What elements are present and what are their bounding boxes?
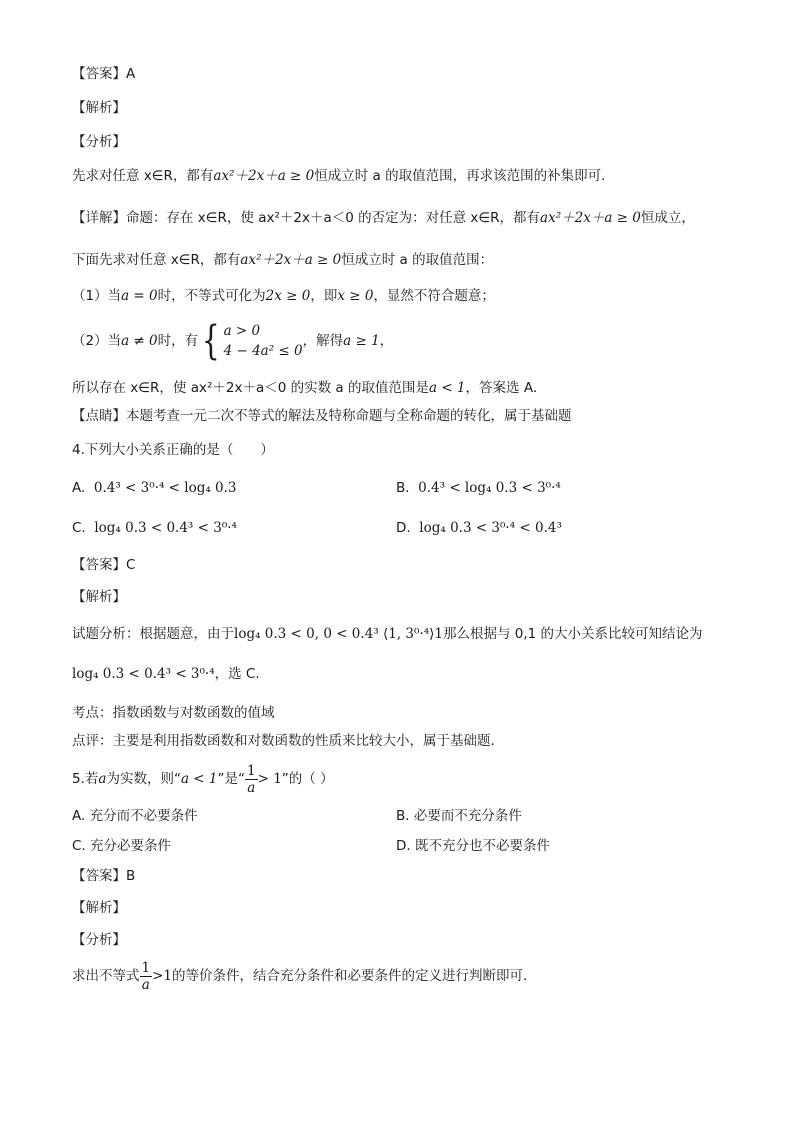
q4-option-a <box>72 478 237 498</box>
math: a < 1 <box>180 771 218 787</box>
math: ax²＋2x＋a ≥ 0 <box>213 168 315 184</box>
text: ，解得 <box>302 333 344 349</box>
math: > 1 <box>257 771 282 787</box>
q3-xiangjie <box>72 208 695 228</box>
answer-value: A <box>126 66 136 82</box>
text: 命题：存在 x∈R，使 ax²＋2x＋a＜0 的否定为：对任意 x∈R，都有 <box>126 210 541 226</box>
q5-answer-line <box>72 866 135 886</box>
text: ”的（ ） <box>281 771 334 787</box>
option-math: log₄ 0.3 < 0.4³ < 3⁰·⁴ <box>94 520 237 536</box>
q5-fenxi-tag: 【分析】 <box>72 932 126 948</box>
q3-fenxi-text <box>72 166 615 186</box>
text: 5.若 <box>72 771 99 787</box>
q5-stem <box>72 760 334 798</box>
fraction <box>140 960 153 993</box>
q3-conclusion <box>72 378 547 398</box>
q4-shiti-line2 <box>72 664 260 684</box>
q4-dianping: 点评：主要是利用指数函数和对数函数的性质来比较大小，属于基础题． <box>72 733 504 749</box>
math: a <box>98 771 107 787</box>
numerator: 1 <box>141 959 151 976</box>
xiangjie-tag: 【详解】 <box>72 210 126 226</box>
option-math: 0.4³ < log₄ 0.3 < 3⁰·⁴ <box>418 480 561 496</box>
text: ，答案选 A． <box>465 380 547 396</box>
math: a ≠ 0 <box>121 333 158 349</box>
q4-option-b <box>396 478 561 498</box>
q3-answer-line <box>72 64 135 84</box>
math: x ≥ 0 <box>337 288 374 304</box>
system-row: a > 0 <box>223 323 261 339</box>
math: ax²＋2x＋a ≥ 0 <box>240 252 342 268</box>
answer-tag: 【答案】 <box>72 557 126 573</box>
text: ”是“ <box>217 771 245 787</box>
denominator: a <box>247 779 256 796</box>
text: 本题考查一元二次不等式的解法及特称命题与全称命题的转化，属于基础题 <box>126 408 572 424</box>
text: 时，不等式可化为 <box>157 288 266 304</box>
option-label: C. <box>72 520 86 536</box>
equation-system <box>224 321 303 361</box>
text: 所以存在 x∈R，使 ax²＋2x＋a＜0 的实数 a 的取值范围是 <box>72 380 429 396</box>
q4-option-d <box>396 518 562 538</box>
q5-option-b: B. 必要而不充分条件 <box>396 808 522 824</box>
math: a < 1 <box>428 380 466 396</box>
q3-analysis-tag: 【解析】 <box>72 100 126 116</box>
math: >1 <box>152 968 172 984</box>
answer-value: C <box>126 557 136 573</box>
text: ，显然不符合题意； <box>373 288 495 304</box>
text: 下面先求对任意 x∈R，都有 <box>72 252 241 268</box>
q4-analysis-tag: 【解析】 <box>72 589 126 605</box>
option-math: 0.4³ < 3⁰·⁴ < log₄ 0.3 <box>93 480 237 496</box>
text: 恒成立时 a 的取值范围，再求该范围的补集即可． <box>314 168 615 184</box>
answer-tag: 【答案】 <box>72 66 126 82</box>
q3-line3 <box>72 250 493 270</box>
text: 求出不等式 <box>72 968 140 984</box>
q5-option-a: A. 充分而不必要条件 <box>72 808 198 824</box>
answer-tag: 【答案】 <box>72 868 126 884</box>
q4-option-c <box>72 518 237 538</box>
q3-case2 <box>72 318 393 364</box>
q3-fenxi-tag: 【分析】 <box>72 134 126 150</box>
dianjing-tag: 【点睛】 <box>72 408 126 424</box>
q3-case1 <box>72 286 495 306</box>
text: ， <box>379 333 394 349</box>
text: 那么根据与 0,1 的大小关系比较可知结论为 <box>442 626 703 642</box>
math: log₄ 0.3 < 0, 0 < 0.4³ ⟨1, 3⁰·⁴⟩1 <box>234 626 443 642</box>
text: （2）当 <box>72 333 122 349</box>
fraction <box>245 763 258 796</box>
q4-shiti-line1 <box>72 624 703 644</box>
math: a = 0 <box>121 288 158 304</box>
option-math: log₄ 0.3 < 3⁰·⁴ < 0.4³ <box>419 520 562 536</box>
text: 的等价条件，结合充分条件和必要条件的定义进行判断即可． <box>172 968 537 984</box>
denominator: a <box>141 976 150 993</box>
option-label: A. <box>72 480 86 496</box>
text: 时，有 <box>157 333 199 349</box>
text: 为实数，则“ <box>106 771 181 787</box>
q3-dianjing <box>72 406 572 426</box>
text: ，选 C. <box>214 666 260 682</box>
q5-fenxi-text <box>72 956 537 996</box>
text: （1）当 <box>72 288 122 304</box>
math: a ≥ 1 <box>343 333 380 349</box>
option-label: D. <box>396 520 411 536</box>
numerator: 1 <box>247 762 256 779</box>
q5-analysis-tag: 【解析】 <box>72 900 126 916</box>
q5-option-d: D. 既不充分也不必要条件 <box>396 838 550 854</box>
system-row: 4 − 4a² ≤ 0 <box>223 343 303 359</box>
text: 先求对任意 x∈R，都有 <box>72 168 214 184</box>
answer-value: B <box>126 868 136 884</box>
math: ax²＋2x＋a ≥ 0 <box>540 210 641 226</box>
math: 2x ≥ 0 <box>265 288 311 304</box>
text: 试题分析：根据题意，由于 <box>72 626 234 642</box>
math: log₄ 0.3 < 0.4³ < 3⁰·⁴ <box>72 666 215 682</box>
brace-symbol: { <box>201 318 220 364</box>
text: 恒成立， <box>640 210 695 226</box>
q4-answer-line <box>72 555 135 575</box>
q5-option-c: C. 充分必要条件 <box>72 838 172 854</box>
q4-stem: 4.下列大小关系正确的是（ ） <box>72 442 274 458</box>
option-label: B. <box>396 480 410 496</box>
text: ，即 <box>310 288 338 304</box>
text: 恒成立时 a 的取值范围： <box>341 252 494 268</box>
q4-kaodian: 考点：指数函数与对数函数的值域 <box>72 705 275 721</box>
